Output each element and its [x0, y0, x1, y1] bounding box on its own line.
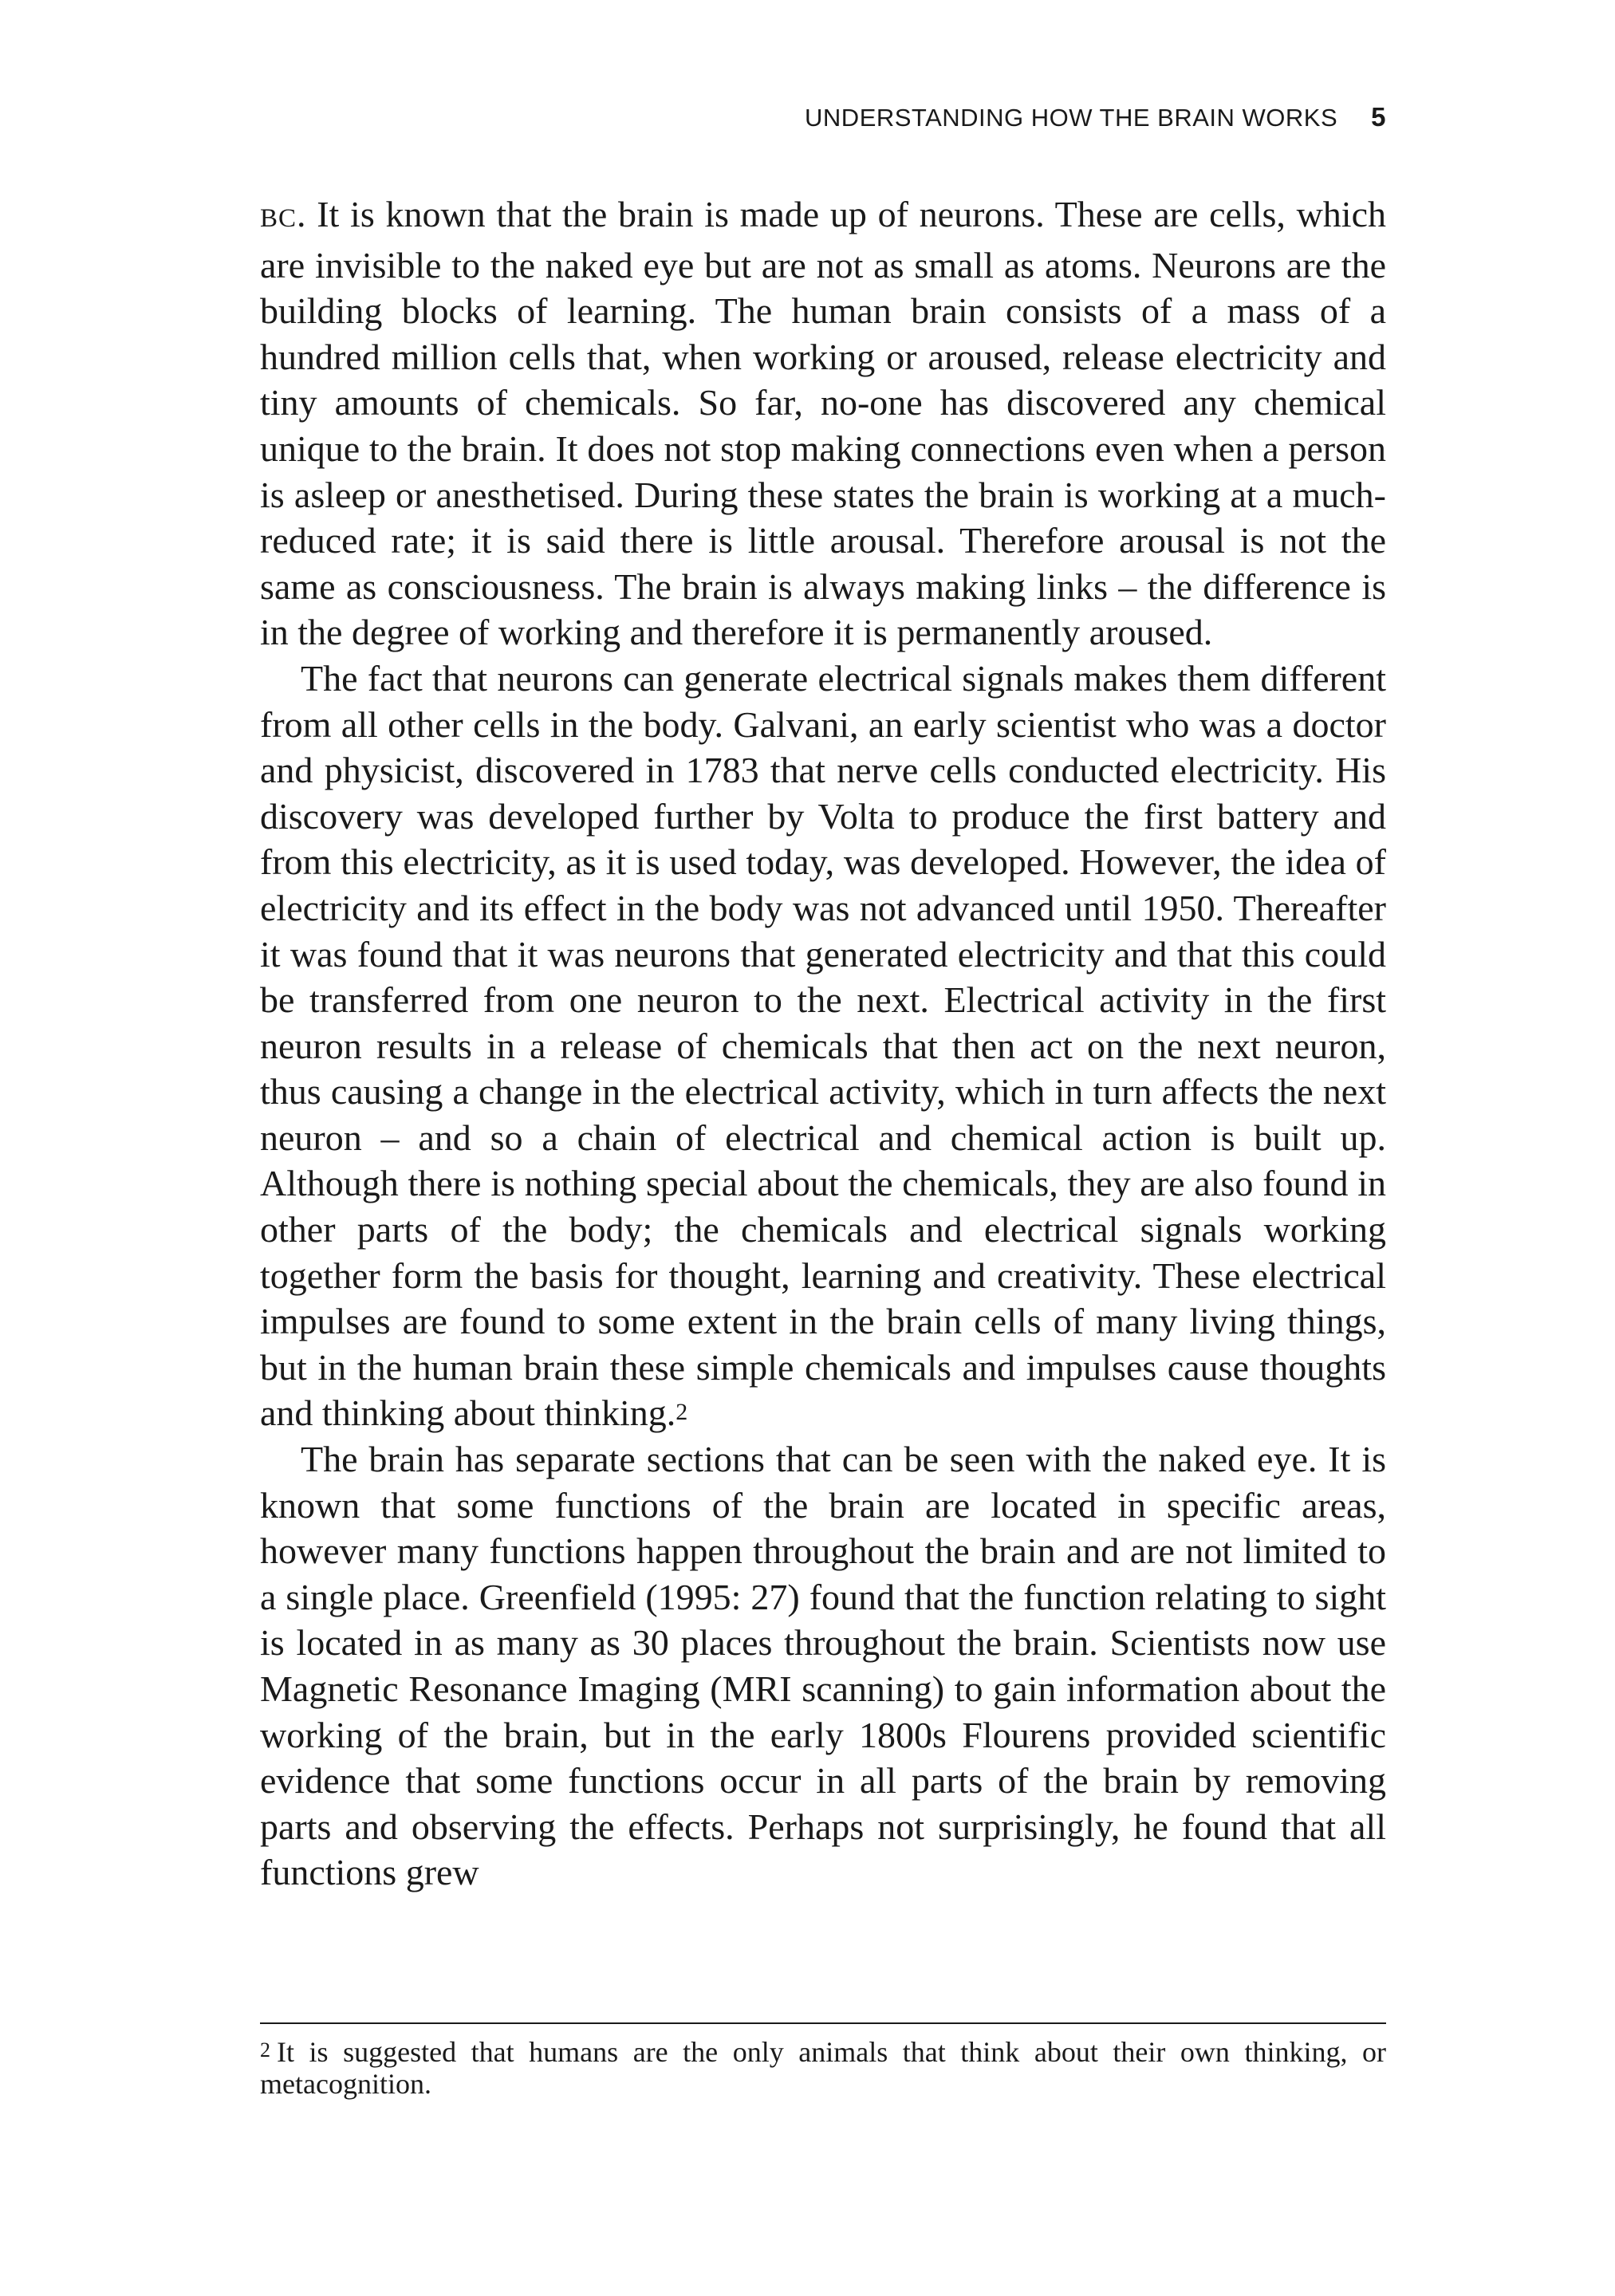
footnote-divider: [260, 2022, 1386, 2024]
paragraph-3: [260, 1436, 1386, 1896]
paragraph-2: [260, 656, 1386, 1436]
footnote-text: It is suggested that humans are the only animals that think about their own thinking, or metacognition.: [260, 2036, 1386, 2100]
footnote: [260, 2036, 1386, 2100]
paragraph-3-text: The brain has separate sections that can be seen with the naked eye. It is known that some functions of the brain are located in specific areas, however many functions happen throughout the brain and are not limited to a single place. Greenfield (1995: 27) found that the function relating to sight is located in as many as 30 places throughout the brain. Scientists now use Magnetic Resonance Imaging (MRI scanning) to gain information about the working of the brain, but in the early 1800s Flourens provided scientific evidence that some functions occur in all parts of the brain by removing parts and observing the effects. Perhaps not surprisingly, he found that all functions grew: [260, 1439, 1386, 1893]
era-abbreviation: BC: [260, 204, 297, 233]
running-head: [260, 102, 1386, 132]
page-number: 5: [1371, 102, 1386, 132]
running-title: UNDERSTANDING HOW THE BRAIN WORKS: [805, 104, 1338, 132]
footnote-reference: 2: [676, 1399, 688, 1426]
paragraph-1: [260, 191, 1386, 656]
footnote-marker: 2: [260, 2038, 270, 2062]
body-text: [260, 191, 1386, 1896]
paragraph-1-text: . It is known that the brain is made up of neurons. These are cells, which are invisible to the naked eye but are not as small as atoms. Neurons are the building blocks of learning. The human brain consists of a mass of a hundred million cells that, when working or aroused, release electricity and tiny amounts of chemicals. So far, no-one has discovered any chemical unique to the brain. It does not stop making connections even when a person is asleep or anesthetised. During these states the brain is working at a much-reduced rate; it is said there is little arousal. Therefore arousal is not the same as consciousness. The brain is always making links – the difference is in the degree of working and therefore it is permanently aroused.: [260, 194, 1386, 653]
paragraph-2-text: The fact that neurons can generate electrical signals makes them different from all other cells in the body. Galvani, an early scientist who was a doctor and physicist, discovered in 1783 that nerve cells conducted electricity. His discovery was developed further by Volta to produce the first battery and from this electricity, as it is used today, was developed. However, the idea of electricity and its effect in the body was not advanced until 1950. Thereafter it was found that it was neurons that generated electricity and that this could be transferred from one neuron to the next. Electrical activity in the first neuron results in a release of chemicals that then act on the next neuron, thus causing a change in the electrical activity, which in turn affects the next neuron – and so a chain of electrical and chemical action is built up. Although there is nothing special about the chemicals, they are also found in other parts of the body; the chemicals and electrical signals working together form the basis for thought, learning and creativity. These electrical impulses are found to some extent in the brain cells of many living things, but in the human brain these simple chemicals and impulses cause thoughts and thinking about thinking.: [260, 657, 1386, 1434]
